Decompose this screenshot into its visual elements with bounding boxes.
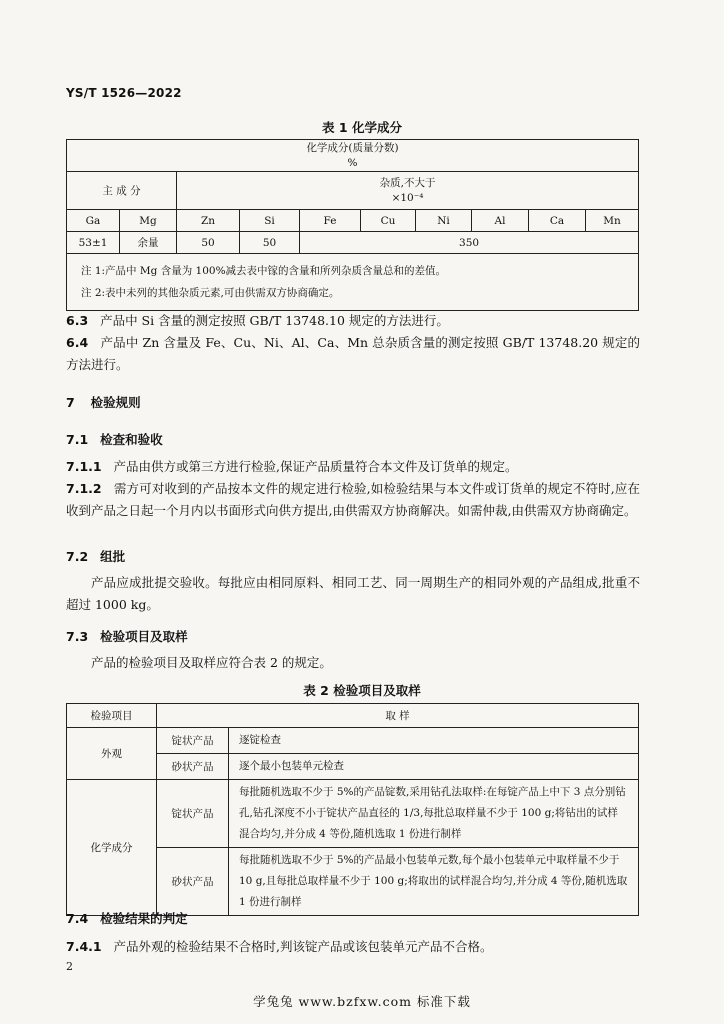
- clause-7-2-text: 产品应成批提交验收。每批应由相同原料、相同工艺、同一周期生产的相同外观的产品组成,批重不超过 1000 kg。: [66, 575, 640, 612]
- watermark-footer: 学兔兔 www.bzfxw.com 标准下载: [253, 994, 471, 1009]
- clause-text: 需方可对收到的产品按本文件的规定进行检验,如检验结果与本文件或订货单的规定不符时,应在收到产品之日起一个月内以书面形式向供方提出,由供需双方协商解决。如需仲裁,由供需双方协商确定。: [66, 481, 640, 518]
- section-7-2-heading: [66, 546, 640, 568]
- section-title: 检验项目及取样: [100, 629, 188, 644]
- section-number: 7.4: [66, 911, 89, 926]
- impurity-label: 杂质,不大于: [379, 176, 436, 189]
- appearance-sand-method: 逐个最小包装单元检查: [229, 754, 639, 780]
- section-number: 7: [66, 395, 75, 410]
- val-zn: 50: [177, 232, 240, 254]
- chemical-sand-method: 每批随机选取不少于 5%的产品最小包装单元数,每个最小包装单元中取样量不少于 10 g,且每批总取样量不少于 100 g;将取出的试样混合均匀,并分成 4 等份,随机选取 1 份进行制样: [229, 848, 639, 916]
- table1-header: [67, 140, 639, 172]
- table1-note2: 注 2:表中未列的其他杂质元素,可由供需双方协商确定。: [81, 287, 340, 299]
- clause-text: 产品中 Zn 含量及 Fe、Cu、Ni、Al、Ca、Mn 总杂质含量的测定按照 GB/T 13748.20 规定的方法进行。: [66, 335, 641, 372]
- clause-7-1-2: [66, 478, 640, 522]
- section-number: 7.3: [66, 629, 89, 644]
- chemical-ingot-method: 每批随机选取不少于 5%的产品锭数,采用钻孔法取样:在每锭产品上中下 3 点分别钻孔,钻孔深度不小于锭状产品直径的 1/3,每批总取样量不少于 100 g;将钻出的试样混合均匀,并分成 4 等份,随机选取 1 份进行制样: [229, 780, 639, 848]
- val-ga: 53±1: [67, 232, 120, 254]
- element-row: [67, 210, 639, 232]
- clause-6-3: [66, 310, 640, 332]
- table1-caption: 表 1 化学成分: [322, 120, 402, 135]
- inspection-sampling-table: [66, 703, 639, 916]
- clause-number: 6.4: [66, 335, 89, 350]
- section-7-heading: [66, 392, 640, 414]
- col-ga: Ga: [67, 210, 120, 232]
- clause-text: 产品外观的检验结果不合格时,判该锭产品或该包装单元产品不合格。: [113, 939, 493, 954]
- table1-header-line1: 化学成分(质量分数): [306, 141, 399, 154]
- section-title: 检验结果的判定: [100, 911, 188, 926]
- appearance-ingot-label: 锭状产品: [157, 728, 229, 754]
- clause-number: 6.3: [66, 313, 89, 328]
- table2-col-sampling: 取 样: [157, 704, 639, 728]
- table1-notes: [67, 254, 639, 311]
- chemical-sand-label: 砂状产品: [157, 848, 229, 916]
- section-title: 组批: [100, 549, 126, 564]
- chemical-composition-table: [66, 139, 639, 311]
- value-row: [67, 232, 639, 254]
- table2-col-item: 检验项目: [67, 704, 157, 728]
- standard-number: YS/T 1526—2022: [66, 86, 182, 100]
- section-7-3-heading: [66, 626, 640, 648]
- section-number: 7.1: [66, 432, 89, 447]
- main-component-label: 主 成 分: [67, 172, 177, 210]
- val-total-impurity: 350: [300, 232, 639, 254]
- appearance-ingot-method: 逐锭检查: [229, 728, 639, 754]
- val-mg: 余量: [120, 232, 177, 254]
- col-ca: Ca: [529, 210, 586, 232]
- col-zn: Zn: [177, 210, 240, 232]
- val-si: 50: [240, 232, 300, 254]
- chemical-ingot-label: 锭状产品: [157, 780, 229, 848]
- clause-6-4: [66, 332, 640, 376]
- appearance-label: 外观: [67, 728, 157, 780]
- section-7-1-heading: [66, 429, 640, 451]
- chemical-label: 化学成分: [67, 780, 157, 916]
- col-fe: Fe: [300, 210, 361, 232]
- clause-7-1-1: [66, 456, 640, 478]
- col-si: Si: [240, 210, 300, 232]
- section-title: 检查和验收: [100, 432, 163, 447]
- clause-number: 7.4.1: [66, 939, 102, 954]
- table1-header-line2: %: [347, 156, 358, 169]
- col-ni: Ni: [416, 210, 472, 232]
- col-mn: Mn: [586, 210, 639, 232]
- section-number: 7.2: [66, 549, 89, 564]
- section-7-4-heading: [66, 908, 640, 930]
- clause-number: 7.1.2: [66, 481, 102, 496]
- clause-7-3-text: 产品的检验项目及取样应符合表 2 的规定。: [91, 655, 332, 670]
- col-mg: Mg: [120, 210, 177, 232]
- appearance-sand-label: 砂状产品: [157, 754, 229, 780]
- table1-note1: 注 1:产品中 Mg 含量为 100%减去表中镓的含量和所列杂质含量总和的差值。: [81, 265, 447, 277]
- impurity-header: [177, 172, 639, 210]
- section-title: 检验规则: [90, 395, 141, 410]
- clause-text: 产品由供方或第三方进行检验,保证产品质量符合本文件及订货单的规定。: [113, 459, 518, 474]
- clause-text: 产品中 Si 含量的测定按照 GB/T 13748.10 规定的方法进行。: [100, 313, 449, 328]
- clause-7-4-1: [66, 936, 640, 958]
- table2-caption: 表 2 检验项目及取样: [303, 683, 421, 698]
- col-al: Al: [472, 210, 529, 232]
- clause-number: 7.1.1: [66, 459, 102, 474]
- col-cu: Cu: [361, 210, 416, 232]
- page-number: 2: [66, 960, 73, 973]
- impurity-unit: ×10⁻⁴: [391, 191, 424, 204]
